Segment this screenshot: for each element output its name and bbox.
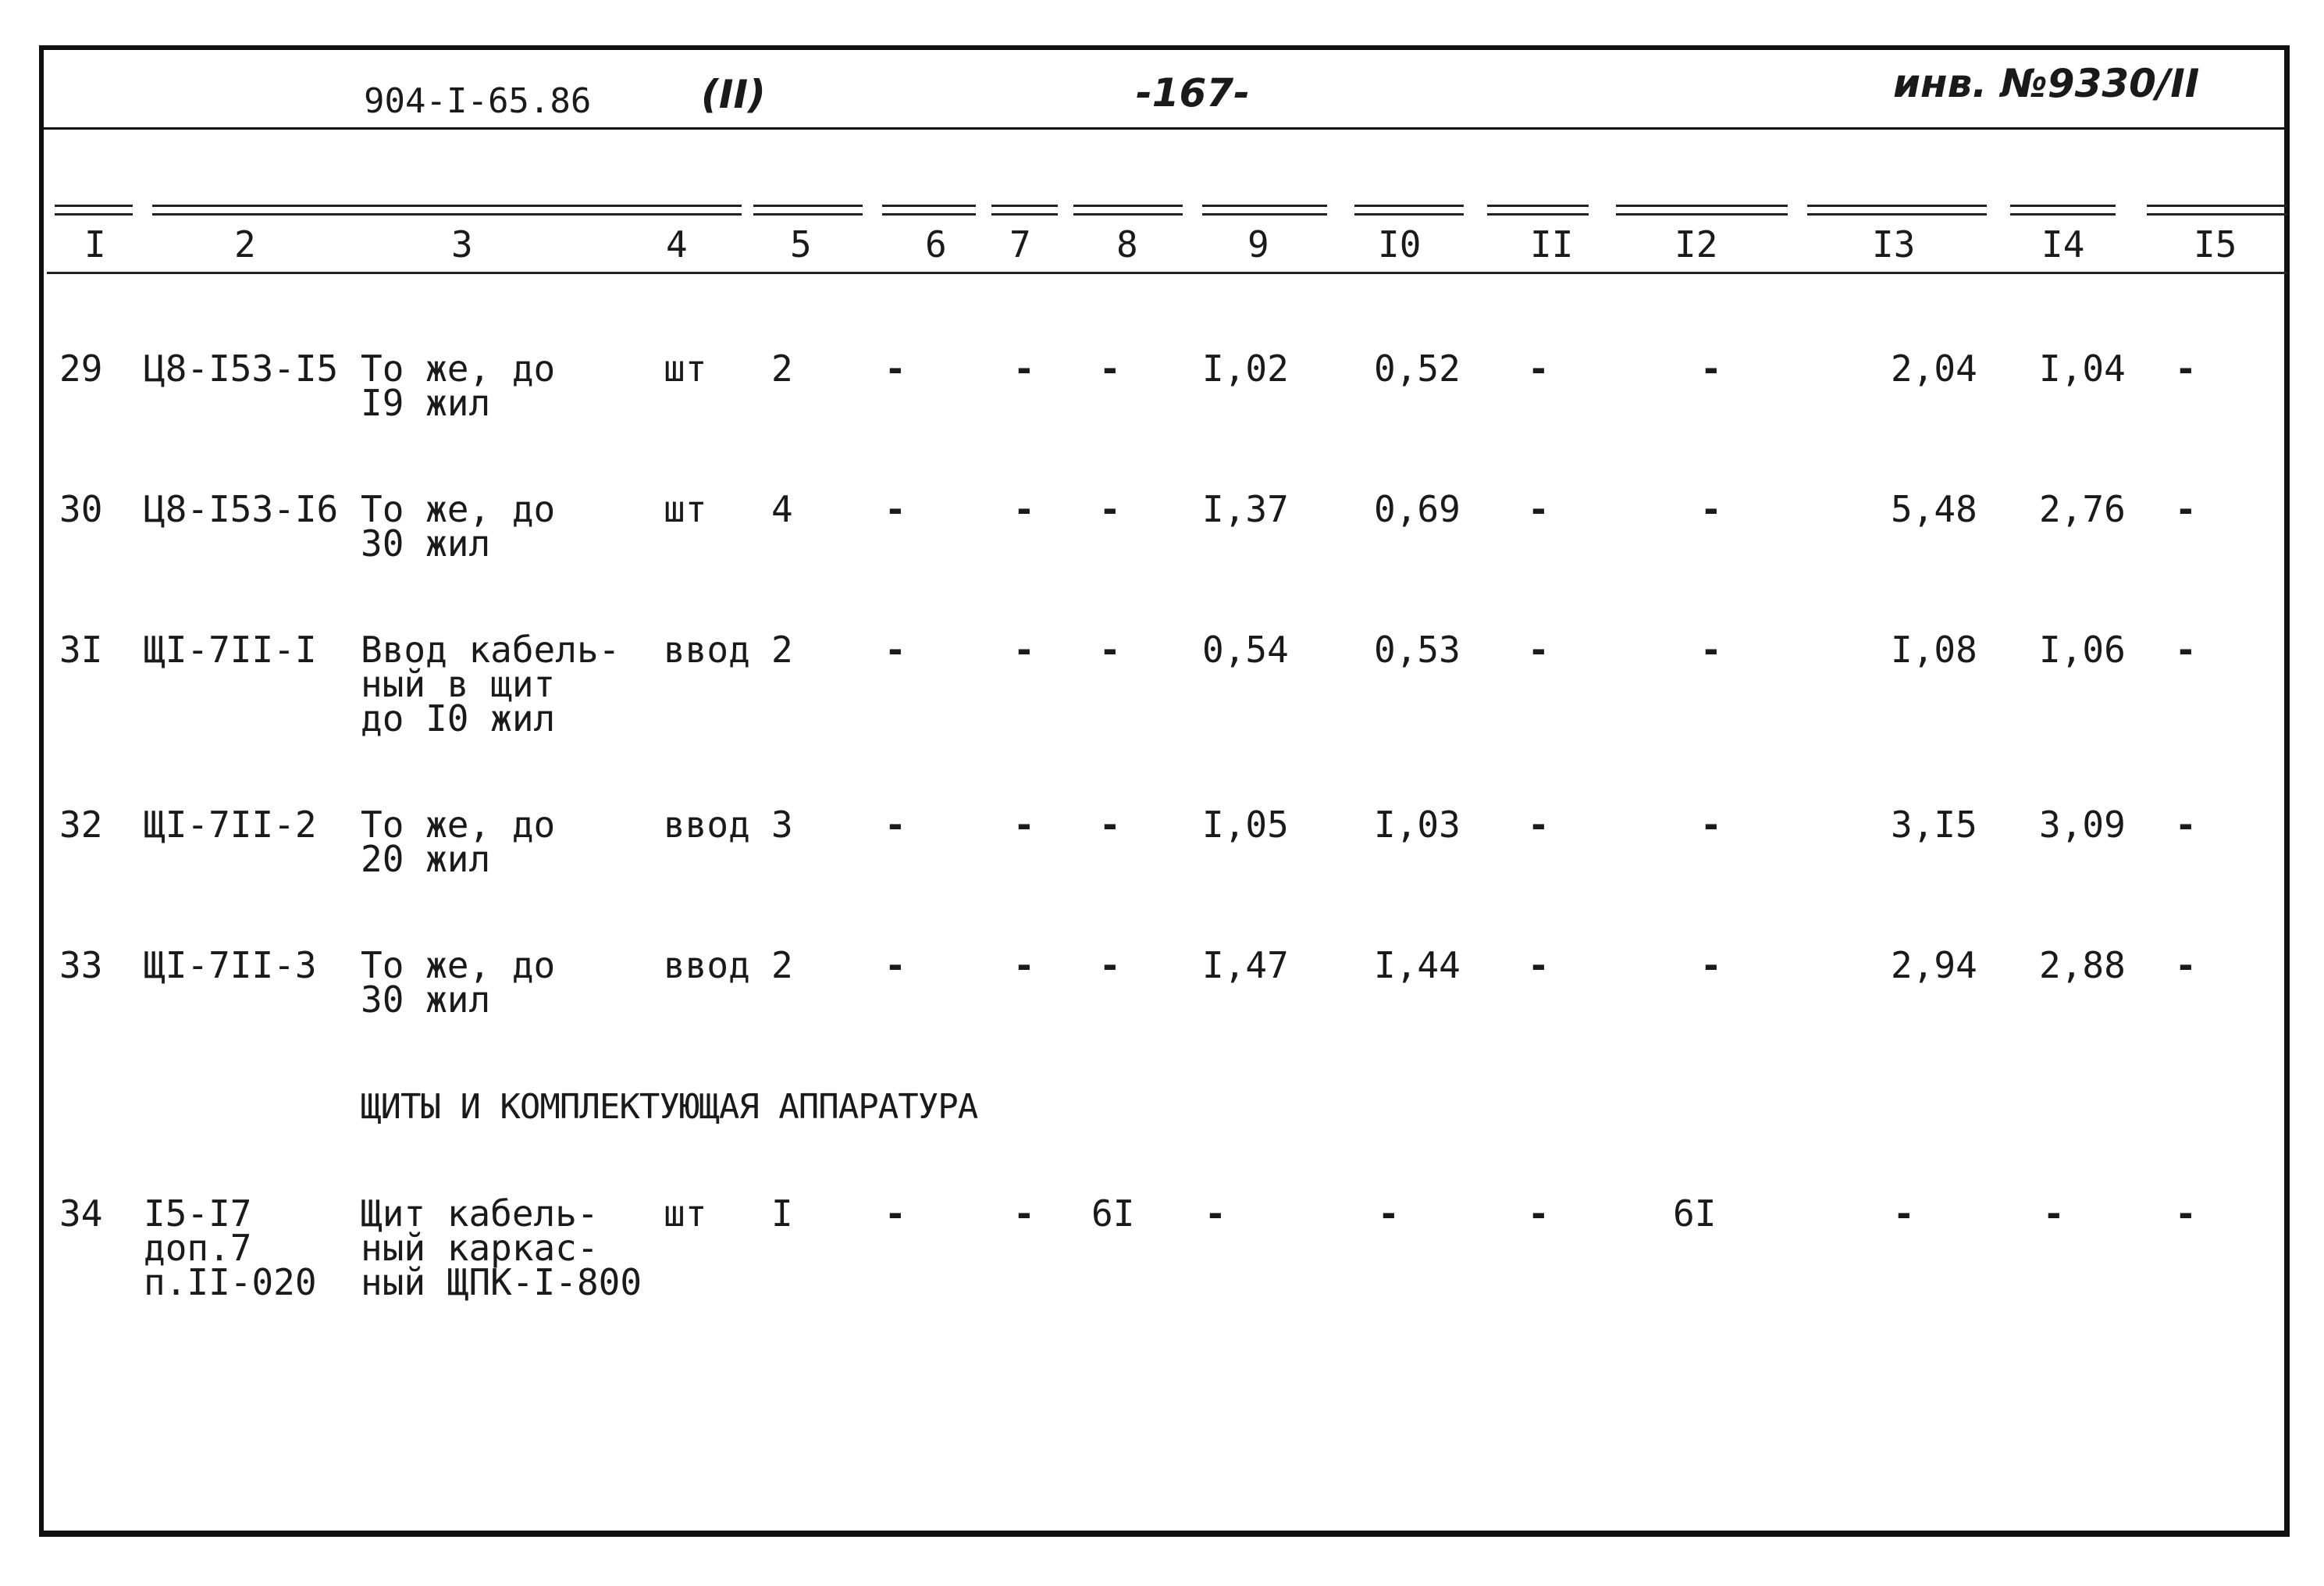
section-title: ЩИТЫ И КОМПЛЕКТУЮЩАЯ АППАРАТУРА: [361, 1087, 978, 1127]
col12-value: -: [1700, 629, 1722, 671]
quantity: 3: [771, 804, 793, 846]
col10-value: 0,53: [1374, 629, 1461, 671]
col-number-9: 9: [1247, 223, 1269, 266]
inventory-number: инв. №9330/II: [1893, 61, 2200, 106]
col11-value: -: [1528, 944, 1550, 986]
unit: ввод: [664, 629, 750, 671]
col-number-3: 3: [451, 223, 473, 266]
row-number: 30: [59, 488, 103, 530]
col7-value: -: [1013, 804, 1035, 846]
unit: ввод: [664, 944, 750, 986]
designation: Ц8-I53-I5: [144, 347, 339, 390]
page-frame: [39, 45, 2290, 1537]
col-number-6: 6: [925, 223, 947, 266]
quantity: 2: [771, 347, 793, 390]
col9-value: I,02: [1202, 347, 1289, 390]
doc-code: 904-I-65.86: [364, 81, 592, 121]
col14-value: 2,76: [2039, 488, 2126, 530]
col7-value: -: [1013, 944, 1035, 986]
unit: шт: [664, 488, 707, 530]
col14-value: -: [2043, 1192, 2065, 1235]
page-number: -167-: [1136, 70, 1250, 116]
col8-value: -: [1099, 488, 1121, 530]
col6-value: -: [884, 944, 906, 986]
col-number-8: 8: [1116, 223, 1138, 266]
col-number-4: 4: [666, 223, 688, 266]
col9-value: I,37: [1202, 488, 1289, 530]
col14-value: 2,88: [2039, 944, 2126, 986]
col9-value: 0,54: [1202, 629, 1289, 671]
col6-value: -: [884, 488, 906, 530]
col9-value: -: [1205, 1192, 1226, 1235]
col-number-14: I4: [2041, 223, 2085, 266]
col12-value: -: [1700, 488, 1722, 530]
unit: ввод: [664, 804, 750, 846]
col13-value: 5,48: [1891, 488, 1977, 530]
col8-value: -: [1099, 629, 1121, 671]
row-number: 3I: [59, 629, 103, 671]
col12-value: 6I: [1673, 1192, 1717, 1235]
designation: Ц8-I53-I6: [144, 488, 339, 530]
col14-value: I,06: [2039, 629, 2126, 671]
col-number-5: 5: [790, 223, 812, 266]
designation: I5-I7 доп.7 п.II-020: [144, 1192, 317, 1303]
row-number: 33: [59, 944, 103, 986]
col13-value: 2,94: [1891, 944, 1977, 986]
col8-value: -: [1099, 347, 1121, 390]
col12-value: -: [1700, 804, 1722, 846]
designation: ЩI-7II-I: [144, 629, 317, 671]
col-number-1: I: [84, 223, 106, 266]
col13-value: 2,04: [1891, 347, 1977, 390]
quantity: 4: [771, 488, 793, 530]
col-number-13: I3: [1872, 223, 1916, 266]
description: Щит кабель- ный каркас- ный ЩПК-I-800: [361, 1192, 642, 1303]
col10-value: I,44: [1374, 944, 1461, 986]
description: То же, до I9 жил: [361, 347, 556, 424]
col6-value: -: [884, 347, 906, 390]
col-number-11: II: [1530, 223, 1574, 266]
col7-value: -: [1013, 347, 1035, 390]
col8-value: 6I: [1091, 1192, 1135, 1235]
col10-value: 0,69: [1374, 488, 1461, 530]
col9-value: I,47: [1202, 944, 1289, 986]
header-divider: [44, 127, 2284, 130]
unit: шт: [664, 1192, 707, 1235]
description: Ввод кабель- ный в щит до I0 жил: [361, 629, 621, 740]
col15-value: -: [2175, 488, 2197, 530]
designation: ЩI-7II-2: [144, 804, 317, 846]
col-number-10: I0: [1378, 223, 1422, 266]
col8-value: -: [1099, 944, 1121, 986]
col7-value: -: [1013, 629, 1035, 671]
designation: ЩI-7II-3: [144, 944, 317, 986]
col10-value: -: [1378, 1192, 1400, 1235]
col11-value: -: [1528, 347, 1550, 390]
row-number: 29: [59, 347, 103, 390]
row-number: 32: [59, 804, 103, 846]
col11-value: -: [1528, 1192, 1550, 1235]
description: То же, до 30 жил: [361, 944, 556, 1021]
column-header-bottom-rule: [47, 272, 2287, 283]
col6-value: -: [884, 629, 906, 671]
col15-value: -: [2175, 944, 2197, 986]
col10-value: I,03: [1374, 804, 1461, 846]
col10-value: 0,52: [1374, 347, 1461, 390]
col7-value: -: [1013, 488, 1035, 530]
col14-value: 3,09: [2039, 804, 2126, 846]
unit: шт: [664, 347, 707, 390]
row-number: 34: [59, 1192, 103, 1235]
col6-value: -: [884, 804, 906, 846]
col11-value: -: [1528, 804, 1550, 846]
col13-value: I,08: [1891, 629, 1977, 671]
description: То же, до 30 жил: [361, 488, 556, 565]
col13-value: -: [1893, 1192, 1915, 1235]
col11-value: -: [1528, 488, 1550, 530]
col14-value: I,04: [2039, 347, 2126, 390]
col9-value: I,05: [1202, 804, 1289, 846]
quantity: 2: [771, 629, 793, 671]
col12-value: -: [1700, 944, 1722, 986]
sheet-mark: (II): [701, 72, 766, 117]
col-number-12: I2: [1674, 223, 1718, 266]
col7-value: -: [1013, 1192, 1035, 1235]
col-number-2: 2: [234, 223, 256, 266]
col8-value: -: [1099, 804, 1121, 846]
quantity: 2: [771, 944, 793, 986]
column-header-top-rule: [47, 205, 2287, 216]
col15-value: -: [2175, 1192, 2197, 1235]
quantity: I: [771, 1192, 793, 1235]
col-number-7: 7: [1009, 223, 1031, 266]
col15-value: -: [2175, 347, 2197, 390]
col-number-15: I5: [2194, 223, 2237, 266]
col12-value: -: [1700, 347, 1722, 390]
description: То же, до 20 жил: [361, 804, 556, 880]
col15-value: -: [2175, 804, 2197, 846]
col13-value: 3,I5: [1891, 804, 1977, 846]
col15-value: -: [2175, 629, 2197, 671]
col11-value: -: [1528, 629, 1550, 671]
col6-value: -: [884, 1192, 906, 1235]
